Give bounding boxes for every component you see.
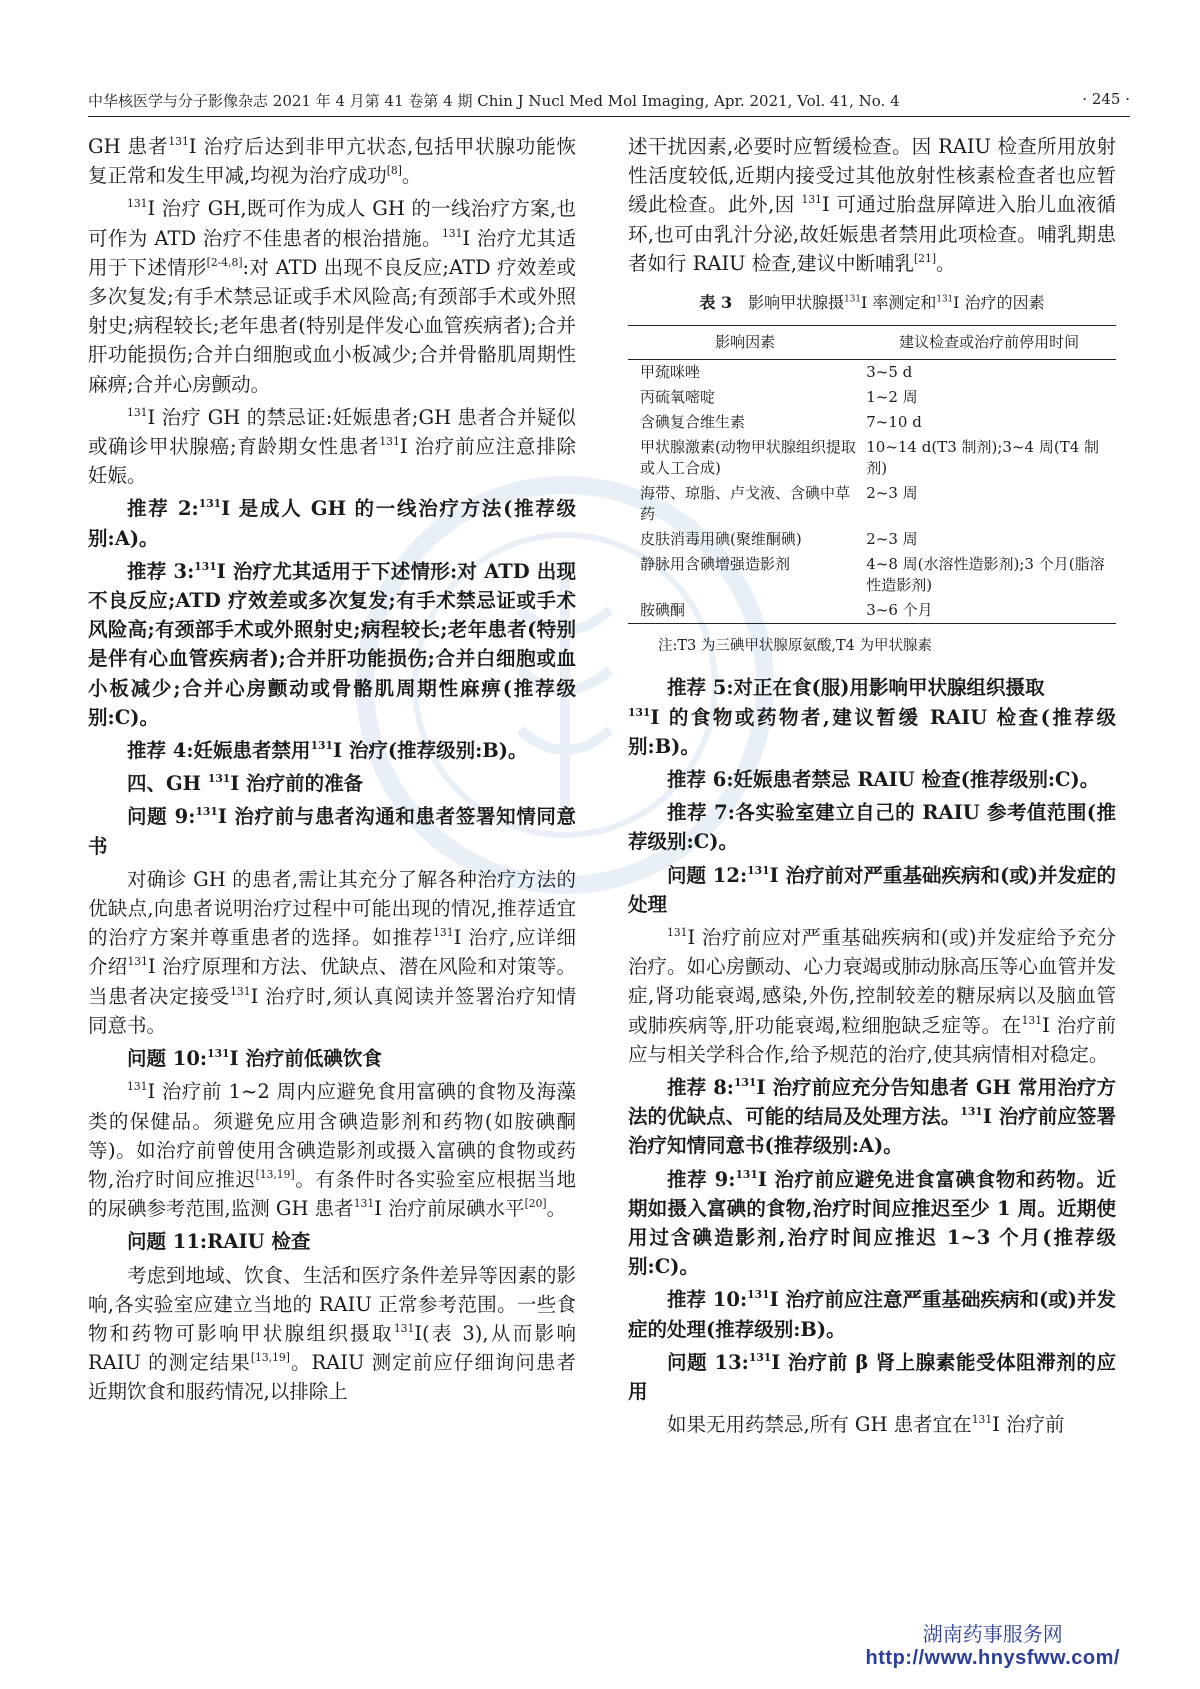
column-header: 影响因素: [628, 326, 862, 360]
stop-time-cell: 2~3 周: [866, 484, 918, 503]
table-row: [628, 552, 1116, 598]
question-12-heading: 问题 12:$^{131}$I 治疗前对严重基础疾病和(或)并发症的处理: [628, 863, 1117, 916]
table-row: [628, 435, 1116, 481]
factor-cell: 皮肤消毒用碘(聚维酮碘): [640, 530, 802, 549]
paragraph: $^{131}$I 治疗 GH 的禁忌证:妊娠患者;GH 患者合并疑似或确诊甲状腺癌;育龄期女性患者$^{131}$I 治疗前应注意排除妊娠。: [88, 405, 576, 488]
page-number: · 245 ·: [1082, 90, 1130, 108]
paragraph: $^{131}$I 治疗前 1~2 周内应避免食用富碘的食物及海藻类的保健品。须避免应用含碘造影剂和药物(如胺碘酮等)。如治疗前曾使用含碘造影剂或摄入富碘的食物或药物,治疗时间应推迟[13,19]。有条件时各实验室应根据当地的尿碘参考范围,监测 GH 患者$^{131}$I 治疗前尿碘水平[20]。: [88, 1080, 576, 1221]
header-rule: [88, 116, 1130, 117]
stop-time-cell: 3~6 个月: [862, 598, 1116, 624]
table-row: [628, 410, 1116, 435]
recommendation-2: 推荐 2:$^{131}$I 是成人 GH 的一线治疗方法(推荐级别:A)。: [88, 497, 576, 550]
table-row: [628, 598, 1116, 624]
paragraph: GH 患者$^{131}$I 治疗后达到非甲亢状态,包括甲状腺功能恢复正常和发生甲减,均视为治疗成功[8]。: [88, 134, 576, 188]
stop-time-cell: 2~3 周: [866, 530, 918, 549]
recommendation-6: 推荐 6:妊娠患者禁忌 RAIU 检查(推荐级别:C)。: [667, 768, 1100, 792]
running-header: [88, 90, 1130, 111]
factor-cell: 甲巯咪唑: [640, 363, 701, 382]
stop-time-cell: 10~14 d(T3 制剂);3~4 周(T4 制剂): [866, 438, 1100, 478]
stop-time-cell: 4~8 周(水溶性造影剂);3 个月(脂溶性造影剂): [866, 555, 1105, 595]
left-column: [88, 132, 576, 1411]
paragraph: $^{131}$I 治疗 GH,既可作为成人 GH 的一线治疗方案,也可作为 ATD 治疗不佳患者的根治措施。$^{131}$I 治疗尤其适用于下述情形[2-4,8]:对 ATD 出现不良反应;ATD 疗效差或多次复发;有手术禁忌证或手术风险高;有颈部手术或外照射史;病程较长;老年患者(特别是伴发心血管疾病者);合并肝功能损伤;合并白细胞或血小板减少;合并骨骼肌周期性麻痹;合并心房颤动。: [88, 197, 576, 396]
recommendation-5: 推荐 5:对正在食(服)用影响甲状腺组织摄取 $^{131}$I 的食物或药物者,建议暂缓 RAIU 检查(推荐级别:B)。: [628, 676, 1116, 758]
recommendation-7: 推荐 7:各实验室建立自己的 RAIU 参考值范围(推荐级别:C)。: [628, 801, 1116, 854]
recommendation-9: 推荐 9:$^{131}$I 治疗前应避免进食富碘食物和药物。近期如摄入富碘的食物,治疗时间应推迟至少 1 周。近期使用过含碘造影剂,治疗时间应推迟 1~3 个月(推荐级别:C)。: [628, 1167, 1116, 1279]
factor-cell: 甲状腺激素(动物甲状腺组织提取或人工合成): [640, 438, 856, 478]
stop-time-cell: 3~5 d: [866, 363, 913, 382]
column-header: 建议检查或治疗前停用时间: [862, 326, 1116, 360]
factor-cell: 静脉用含碘增强造影剂: [640, 555, 791, 574]
factor-cell: 丙硫氧嘧啶: [640, 388, 716, 407]
table-note: 注:T3 为三碘甲状腺原氨酸,T4 为甲状腺素: [658, 638, 933, 655]
section-heading: 四、GH $^{131}$I 治疗前的准备: [127, 772, 364, 796]
paragraph: 对确诊 GH 的患者,需让其充分了解各种治疗方法的优缺点,向患者说明治疗过程中可能出现的情况,推荐适宜的治疗方案并尊重患者的选择。如推荐$^{131}$I 治疗,应详细介绍$^{131}$I 治疗原理和方法、优缺点、潜在风险和对策等。当患者决定接受$^{131}$I 治疗时,须认真阅读并签署治疗知情同意书。: [88, 867, 576, 1037]
site-name: 湖南药事服务网: [922, 1624, 1063, 1646]
factor-cell: 海带、琼脂、卢戈液、含碘中草药: [640, 484, 851, 524]
question-9-heading: 问题 9:$^{131}$I 治疗前与患者沟通和患者签署知情同意书: [88, 805, 576, 858]
question-13-heading: 问题 13:$^{131}$I 治疗前 β 肾上腺素能受体阻滞剂的应用: [628, 1350, 1116, 1404]
paragraph: 考虑到地域、饮食、生活和医疗条件差异等因素的影响,各实验室应建立当地的 RAIU 正常参考范围。一些食物和药物可影响甲状腺组织摄取$^{131}$I(表 3),从而影响 RAIU 的测定结果[13,19]。RAIU 测定前应仔细询问患者近期饮食和服药情况,以排除上: [88, 1263, 576, 1404]
stop-time-cell: 7~10 d: [866, 413, 922, 432]
stop-time-cell: 1~2 周: [866, 388, 918, 407]
factor-cell: 含碘复合维生素: [640, 413, 746, 432]
table-row: [628, 385, 1116, 410]
recommendation-4: 推荐 4:妊娠患者禁用$^{131}$I 治疗(推荐级别:B)。: [127, 739, 528, 763]
table-header-row: [628, 326, 1116, 360]
paragraph: 述干扰因素,必要时应暂缓检查。因 RAIU 检查所用放射性活度较低,近期内接受过其他放射性核素检查者也应暂缓此检查。此外,因 $^{131}$I 可通过胎盘屏障进入胎儿血液循环,也可由乳汁分泌,故妊娠患者禁用此项检查。哺乳期患者如行 RAIU 检查,建议中断哺乳[21]。: [628, 135, 1116, 275]
table-row: [628, 481, 1116, 527]
table-row: [628, 527, 1116, 552]
site-footer: [866, 1618, 1120, 1670]
right-column: [628, 132, 1116, 1444]
factors-table: [628, 325, 1116, 624]
table-caption: 表 3 影响甲状腺摄$^{131}$I 率测定和$^{131}$I 治疗的因素: [699, 293, 1045, 313]
question-11-heading: 问题 11:RAIU 检查: [127, 1230, 311, 1254]
recommendation-3: 推荐 3:$^{131}$I 治疗尤其适用于下述情形:对 ATD 出现不良反应;ATD 疗效差或多次复发;有手术禁忌证或手术风险高;有颈部手术或外照射史;病程较长;老年患者(特别是伴有心血管疾病者);合并肝功能损伤;合并白细胞或血小板减少;合并心房颤动或骨骼肌周期性麻痹(推荐级别:C)。: [88, 559, 576, 729]
table-row: [628, 360, 1116, 386]
paragraph: $^{131}$I 治疗前应对严重基础疾病和(或)并发症给予充分治疗。如心房颤动、心力衰竭或肺动脉高压等心血管并发症,肾功能衰竭,感染,外伤,控制较差的糖尿病以及脑血管或肺疾病等,肝功能衰竭,粒细胞缺乏症等。在$^{131}$I 治疗前应与相关学科合作,给予规范的治疗,使其病情相对稳定。: [628, 926, 1116, 1066]
factor-cell: 胺碘酮: [628, 598, 862, 624]
recommendation-10: 推荐 10:$^{131}$I 治疗前应注意严重基础疾病和(或)并发症的处理(推荐级别:B)。: [628, 1288, 1117, 1341]
question-10-heading: 问题 10:$^{131}$I 治疗前低碘饮食: [127, 1047, 382, 1071]
journal-citation: 中华核医学与分子影像杂志 2021 年 4 月第 41 卷第 4 期 Chin J Nucl Med Mol Imaging, Apr. 2021, Vol. 41, No. 4: [88, 92, 900, 110]
site-url-link[interactable]: http://www.hnysfww.com/: [865, 1647, 1120, 1669]
paragraph: 如果无用药禁忌,所有 GH 患者宜在$^{131}$I 治疗前: [667, 1413, 1065, 1437]
recommendation-8: 推荐 8:$^{131}$I 治疗前应充分告知患者 GH 常用治疗方法的优缺点、可能的结局及处理方法。$^{131}$I 治疗前应签署治疗知情同意书(推荐级别:A)。: [628, 1076, 1116, 1158]
